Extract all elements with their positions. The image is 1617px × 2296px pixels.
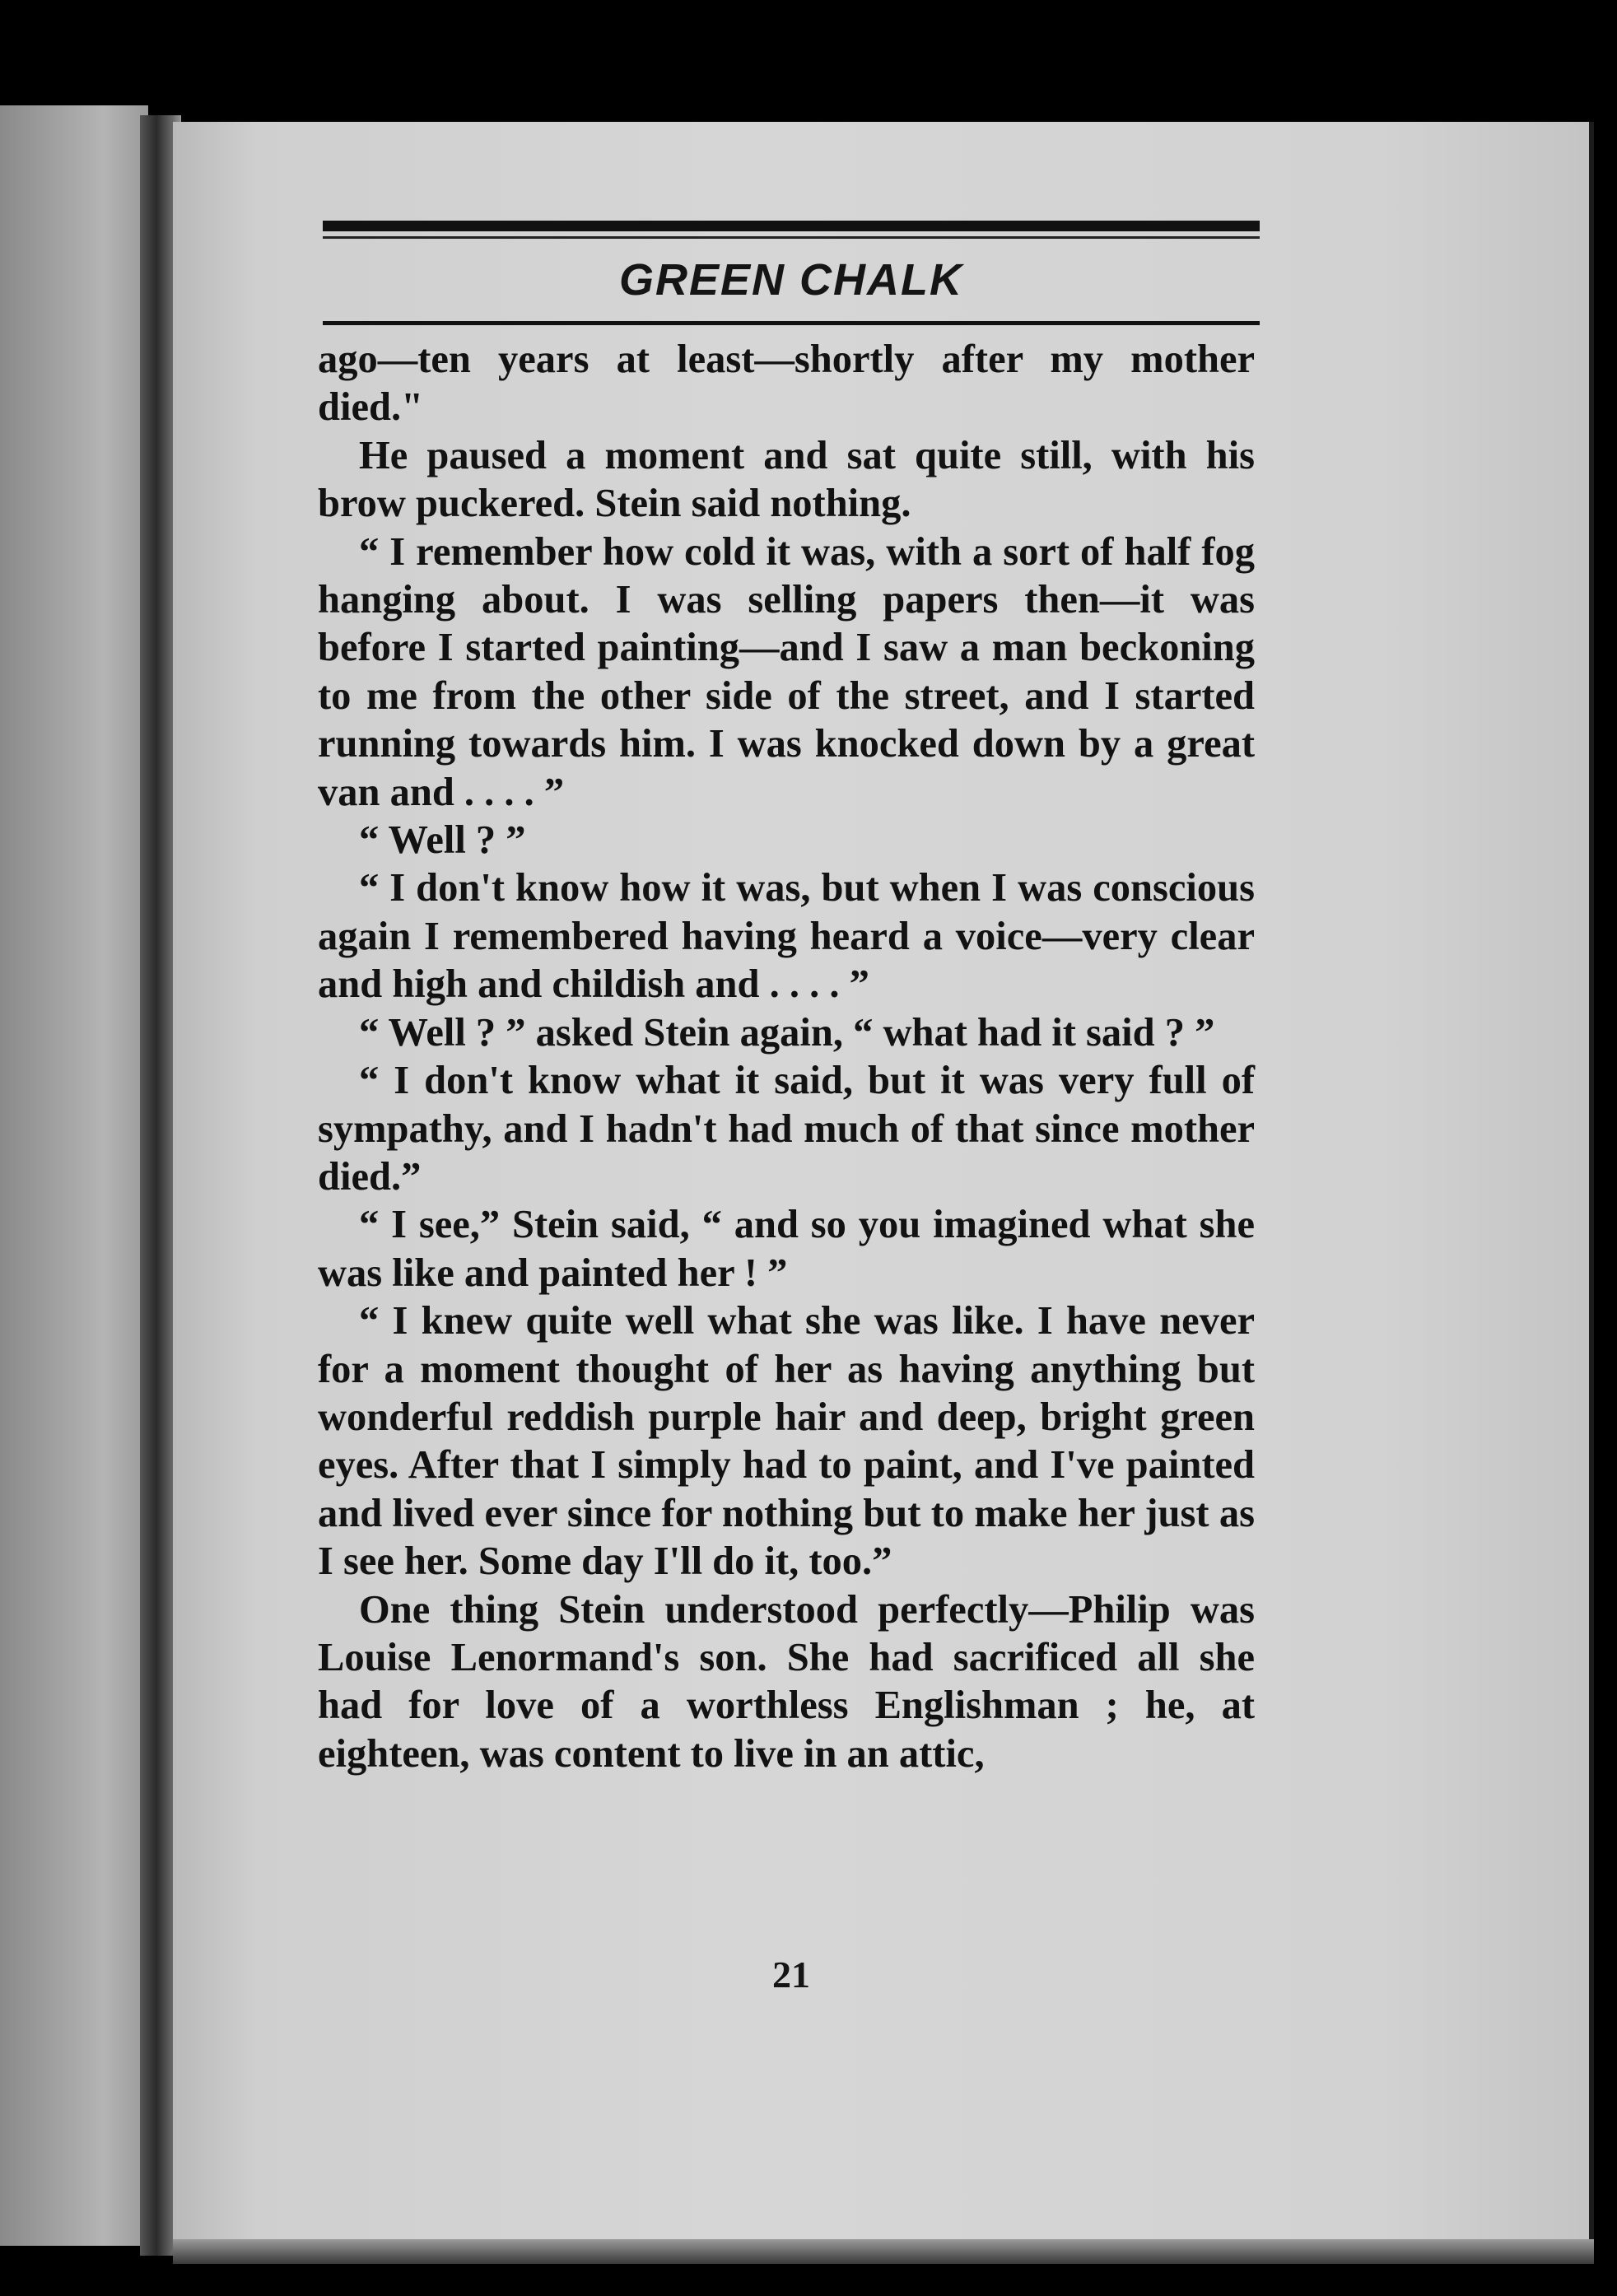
paragraph: One thing Stein understood perfectly—Philip was Louise Lenormand's son. She had sacrificed all she had for love of a worthless Englishman ; he, at eighteen, was content to live in an attic,: [318, 1587, 1255, 1776]
header-rule-bottom: [323, 321, 1260, 325]
paragraph: “ I don't know how it was, but when I was conscious again I remembered having heard a voice—very clear and high and childish and . . . . ”: [318, 866, 1255, 1007]
facing-page-edge: [0, 105, 148, 2246]
paragraph: “ Well ? ” asked Stein again, “ what had it said ? ”: [359, 1010, 1215, 1055]
paragraph: He paused a moment and sat quite still, with his brow puckered. Stein said nothing.: [318, 433, 1255, 526]
paragraph: “ I knew quite well what she was like. I have never for a moment thought of her as having anything but wonderful reddish purple hair and deep, bright green eyes. After that I simply had to paint, and I've painted and lived ever since for nothing but to make her just as I see her. Some day I'll do it, too.”: [318, 1299, 1255, 1584]
body-text: [318, 336, 1255, 1778]
paragraph: “ I don't know what it said, but it was very full of sympathy, and I hadn't had much of that since mother died.”: [318, 1059, 1255, 1199]
paragraph: “ Well ? ”: [359, 818, 526, 863]
header-rule-thin: [323, 236, 1260, 239]
page-number: 21: [772, 1954, 810, 1996]
paragraph: “ I see,” Stein said, “ and so you imagined what she was like and painted her ! ”: [318, 1203, 1255, 1295]
paragraph: ago—ten years at least—shortly after my mother died.": [318, 338, 1255, 430]
header-rule-thick: [323, 221, 1260, 231]
running-head: GREEN CHALK: [618, 255, 963, 305]
paragraph: “ I remember how cold it was, with a sort of half fog hanging about. I was selling papers then—it was before I started painting—and I saw a man beckoning to me from the other side of the street, and I started running towards him. I was knocked down by a great van and . . . . ”: [318, 529, 1255, 814]
page-bottom-edge: [173, 2239, 1594, 2264]
